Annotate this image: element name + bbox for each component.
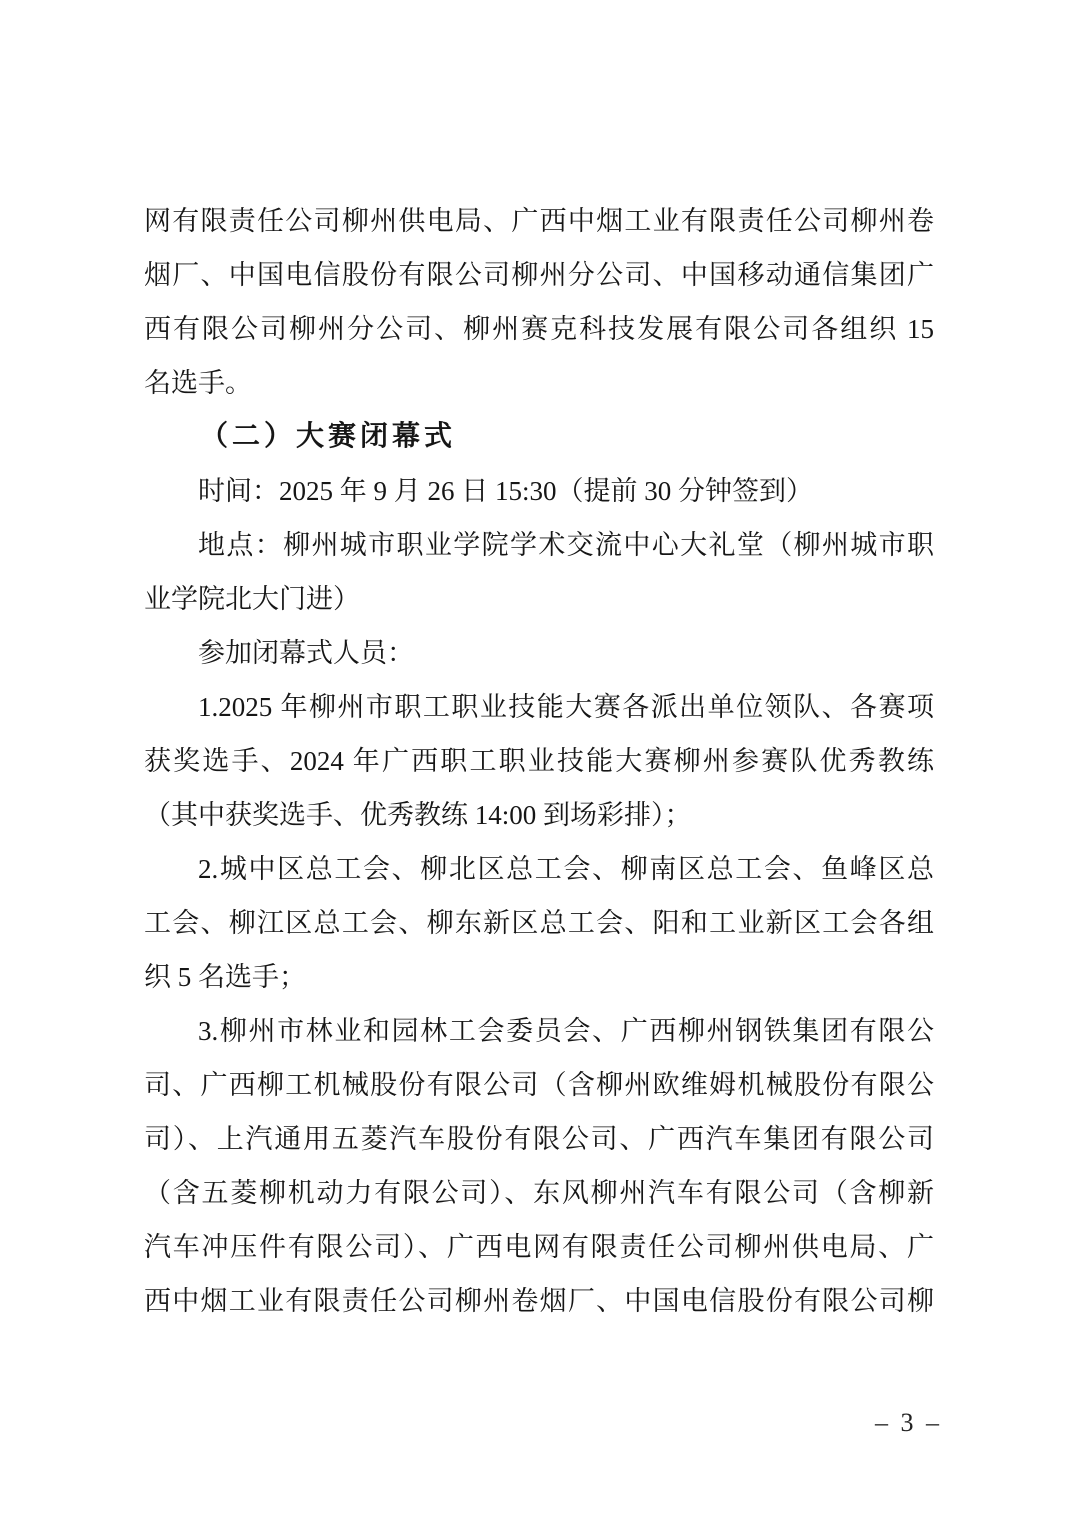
text-line: 3.柳州市林业和园林工会委员会、广西柳州钢铁集团有限公 [198,1016,934,1046]
text-line: 织 5 名选手； [144,962,306,992]
page-number: – 3 – [875,1408,942,1437]
text-line: （其中获奖选手、优秀教练 14:00 到场彩排）； [144,800,692,830]
document-body [144,194,934,1328]
text-line: （含五菱柳机动力有限公司）、东风柳州汽车有限公司（含柳新 [144,1178,934,1208]
text-line: 网有限责任公司柳州供电局、广西中烟工业有限责任公司柳州卷 [144,206,934,236]
text-line: 烟厂、中国电信股份有限公司柳州分公司、中国移动通信集团广 [144,260,934,290]
text-line: 业学院北大门进） [144,584,360,614]
text-line: 1.2025 年柳州市职工职业技能大赛各派出单位领队、各赛项 [198,692,934,722]
text-line: 名选手。 [144,368,252,398]
text-line: 2.城中区总工会、柳北区总工会、柳南区总工会、鱼峰区总 [198,854,934,884]
text-line: 工会、柳江区总工会、柳东新区总工会、阳和工业新区工会各组 [144,908,934,938]
text-line: 时间：2025 年 9 月 26 日 15:30（提前 30 分钟签到） [198,476,814,506]
text-line: 司、广西柳工机械股份有限公司（含柳州欧维姆机械股份有限公 [144,1070,934,1100]
section-heading: （二）大赛闭幕式 [200,421,457,452]
text-line: 获奖选手、2024 年广西职工职业技能大赛柳州参赛队优秀教练 [144,746,934,776]
text-line: 西中烟工业有限责任公司柳州卷烟厂、中国电信股份有限公司柳 [144,1286,934,1316]
text-line: 西有限公司柳州分公司、柳州赛克科技发展有限公司各组织 15 [144,314,934,344]
text-line: 参加闭幕式人员： [198,638,414,668]
text-line: 汽车冲压件有限公司）、广西电网有限责任公司柳州供电局、广 [144,1232,934,1262]
text-line: 地点：柳州城市职业学院学术交流中心大礼堂（柳州城市职 [198,530,934,560]
text-line: 司）、上汽通用五菱汽车股份有限公司、广西汽车集团有限公司 [144,1124,934,1154]
